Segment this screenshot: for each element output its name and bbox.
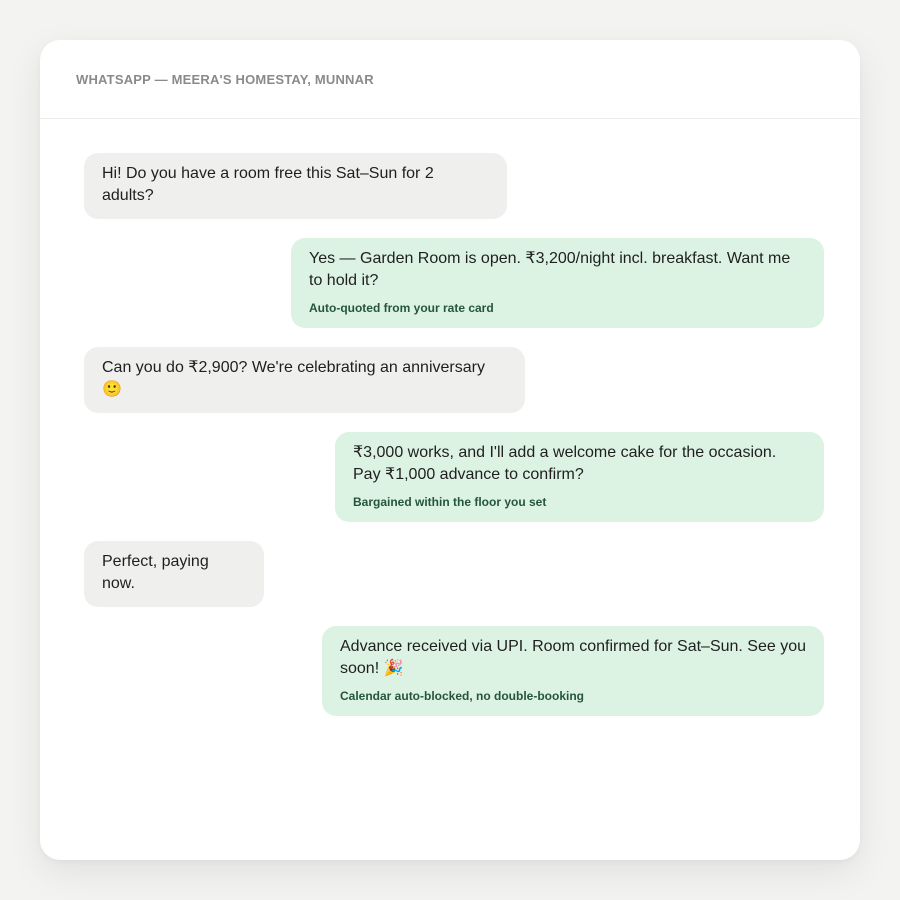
message-text: Can you do ₹2,900? We're celebrating an anniversary 🙂 <box>102 359 485 398</box>
message-row <box>84 347 824 413</box>
incoming-message-bubble[interactable] <box>84 347 525 413</box>
message-text: Hi! Do you have a room free this Sat–Sun for 2 adults? <box>102 165 434 204</box>
incoming-message-bubble[interactable] <box>84 153 507 219</box>
automation-note: Auto-quoted from your rate card <box>309 301 494 315</box>
message-row <box>84 238 824 328</box>
chat-title: WHATSAPP — MEERA'S HOMESTAY, MUNNAR <box>76 71 374 87</box>
automation-note: Bargained within the floor you set <box>353 495 547 509</box>
outgoing-message-bubble[interactable] <box>291 238 824 328</box>
message-row <box>84 541 824 607</box>
chat-header <box>40 40 860 119</box>
message-row <box>84 626 824 716</box>
message-text: Advance received via UPI. Room confirmed for Sat–Sun. See you soon! 🎉 <box>340 638 807 677</box>
outgoing-message-bubble[interactable] <box>322 626 824 716</box>
incoming-message-bubble[interactable] <box>84 541 264 607</box>
message-text: Yes — Garden Room is open. ₹3,200/night incl. breakfast. Want me to hold it? <box>309 250 791 289</box>
message-text: Perfect, paying now. <box>102 553 209 592</box>
message-thread <box>40 119 860 716</box>
outgoing-message-bubble[interactable] <box>335 432 824 522</box>
automation-note: Calendar auto-blocked, no double-booking <box>340 689 585 703</box>
message-row <box>84 153 824 219</box>
message-row <box>84 432 824 522</box>
chat-card <box>40 40 860 860</box>
message-text: ₹3,000 works, and I'll add a welcome cake for the occasion. Pay ₹1,000 advance to confirm? <box>353 444 777 483</box>
